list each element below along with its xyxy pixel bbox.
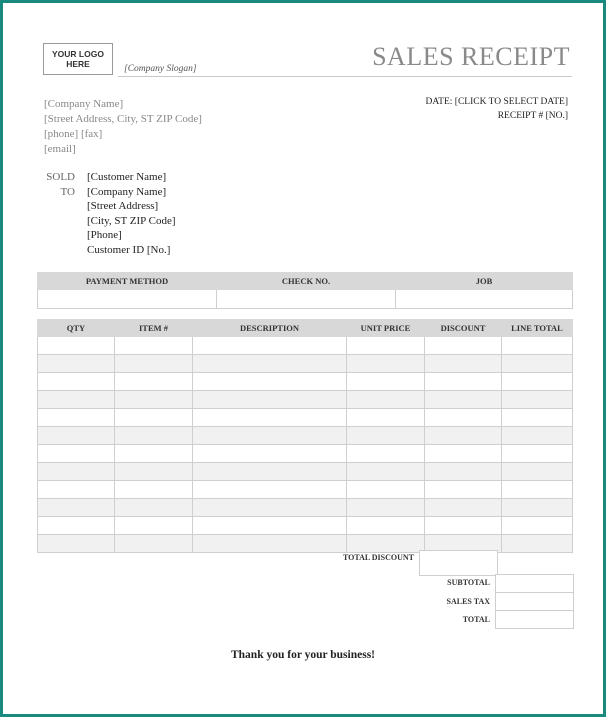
item-cell[interactable] — [502, 481, 573, 499]
item-cell[interactable] — [502, 409, 573, 427]
item-cell[interactable] — [425, 409, 502, 427]
item-cell[interactable] — [115, 445, 193, 463]
date-field[interactable]: DATE: [CLICK TO SELECT DATE] — [425, 97, 568, 107]
line-total-header: LINE TOTAL — [502, 320, 573, 337]
item-cell[interactable] — [38, 499, 115, 517]
company-address: [Street Address, City, ST ZIP Code] — [44, 113, 202, 125]
subtotal-cell[interactable] — [495, 574, 574, 593]
item-cell[interactable] — [425, 463, 502, 481]
table-row — [38, 373, 573, 391]
table-row — [38, 409, 573, 427]
item-cell[interactable] — [115, 337, 193, 355]
item-cell[interactable] — [347, 409, 425, 427]
item-cell[interactable] — [347, 535, 425, 553]
item-cell[interactable] — [502, 427, 573, 445]
customer-city: [City, ST ZIP Code] — [87, 214, 176, 227]
item-cell[interactable] — [38, 427, 115, 445]
title-divider — [118, 76, 572, 77]
item-cell[interactable] — [347, 499, 425, 517]
table-row — [38, 517, 573, 535]
item-cell[interactable] — [425, 499, 502, 517]
item-cell[interactable] — [502, 445, 573, 463]
item-cell[interactable] — [425, 373, 502, 391]
item-cell[interactable] — [502, 517, 573, 535]
item-cell[interactable] — [425, 427, 502, 445]
item-cell[interactable] — [502, 391, 573, 409]
customer-phone: [Phone] — [87, 229, 122, 241]
check-no-header: CHECK NO. — [217, 273, 396, 290]
item-cell[interactable] — [38, 391, 115, 409]
company-name: [Company Name] — [44, 98, 124, 110]
item-cell[interactable] — [502, 535, 573, 553]
item-cell[interactable] — [193, 427, 347, 445]
item-cell[interactable] — [347, 463, 425, 481]
sold-to-label: SOLD TO — [46, 171, 75, 198]
item-cell[interactable] — [502, 355, 573, 373]
item-cell[interactable] — [193, 409, 347, 427]
logo-placeholder: YOUR LOGO HERE — [43, 43, 113, 75]
item-cell[interactable] — [347, 391, 425, 409]
page-title: SALES RECEIPT — [372, 42, 570, 71]
item-cell[interactable] — [347, 445, 425, 463]
total-cell[interactable] — [495, 610, 574, 629]
total-discount-cell[interactable] — [419, 550, 498, 576]
job-cell[interactable] — [396, 290, 573, 309]
item-cell[interactable] — [115, 373, 193, 391]
unit-price-header: UNIT PRICE — [347, 320, 425, 337]
items-table — [37, 319, 573, 553]
item-cell[interactable] — [193, 499, 347, 517]
item-number-header: ITEM # — [115, 320, 193, 337]
item-cell[interactable] — [115, 355, 193, 373]
job-header: JOB — [396, 273, 573, 290]
item-cell[interactable] — [425, 445, 502, 463]
table-row — [38, 445, 573, 463]
table-row — [38, 427, 573, 445]
item-cell[interactable] — [502, 499, 573, 517]
item-cell[interactable] — [38, 355, 115, 373]
table-row — [38, 499, 573, 517]
description-header: DESCRIPTION — [193, 320, 347, 337]
item-cell[interactable] — [193, 373, 347, 391]
items-body — [38, 337, 573, 553]
item-cell[interactable] — [347, 481, 425, 499]
total-discount-label: TOTAL DISCOUNT — [342, 553, 414, 562]
sales-tax-cell[interactable] — [495, 592, 574, 611]
customer-id: Customer ID [No.] — [87, 243, 171, 256]
receipt-number: RECEIPT # [NO.] — [497, 111, 568, 121]
item-cell[interactable] — [193, 445, 347, 463]
payment-table — [37, 272, 573, 309]
item-cell[interactable] — [193, 481, 347, 499]
payment-method-header: PAYMENT METHOD — [38, 273, 217, 290]
subtotal-label: SUBTOTAL — [447, 578, 490, 587]
item-cell[interactable] — [347, 373, 425, 391]
item-cell[interactable] — [193, 535, 347, 553]
item-cell[interactable] — [115, 499, 193, 517]
item-cell[interactable] — [347, 427, 425, 445]
table-row — [38, 463, 573, 481]
item-cell[interactable] — [115, 517, 193, 535]
item-cell[interactable] — [115, 481, 193, 499]
item-cell[interactable] — [502, 373, 573, 391]
item-cell[interactable] — [347, 337, 425, 355]
table-row — [38, 337, 573, 355]
item-cell[interactable] — [38, 445, 115, 463]
table-row — [38, 355, 573, 373]
item-cell[interactable] — [193, 391, 347, 409]
qty-header: QTY — [38, 320, 115, 337]
check-no-cell[interactable] — [217, 290, 396, 309]
discount-header: DISCOUNT — [425, 320, 502, 337]
customer-info — [87, 170, 176, 257]
customer-company: [Company Name] — [87, 185, 167, 198]
item-cell[interactable] — [347, 355, 425, 373]
item-cell[interactable] — [115, 409, 193, 427]
thank-you-note: Thank you for your business! — [230, 649, 375, 661]
item-cell[interactable] — [425, 337, 502, 355]
item-cell[interactable] — [115, 463, 193, 481]
item-cell[interactable] — [425, 481, 502, 499]
table-row — [38, 391, 573, 409]
company-slogan: [Company Slogan] — [124, 64, 197, 74]
customer-street: [Street Address] — [87, 200, 159, 212]
item-cell[interactable] — [38, 535, 115, 553]
customer-name: [Customer Name] — [87, 171, 167, 183]
item-cell[interactable] — [425, 391, 502, 409]
company-info — [44, 97, 202, 157]
item-cell[interactable] — [193, 337, 347, 355]
total-label: TOTAL — [462, 615, 490, 624]
company-phone-fax: [phone] [fax] — [44, 128, 103, 140]
item-cell[interactable] — [425, 517, 502, 535]
item-cell[interactable] — [38, 481, 115, 499]
payment-method-cell[interactable] — [38, 290, 217, 309]
receipt-meta — [426, 95, 569, 123]
item-cell[interactable] — [502, 463, 573, 481]
item-cell[interactable] — [38, 373, 115, 391]
item-cell[interactable] — [193, 517, 347, 535]
sales-tax-label: SALES TAX — [446, 597, 490, 606]
item-cell[interactable] — [38, 409, 115, 427]
item-cell[interactable] — [193, 355, 347, 373]
item-cell[interactable] — [115, 427, 193, 445]
item-cell[interactable] — [425, 355, 502, 373]
item-cell[interactable] — [193, 463, 347, 481]
item-cell[interactable] — [115, 535, 193, 553]
item-cell[interactable] — [347, 517, 425, 535]
item-cell[interactable] — [502, 337, 573, 355]
item-cell[interactable] — [38, 337, 115, 355]
item-cell[interactable] — [115, 391, 193, 409]
item-cell[interactable] — [38, 517, 115, 535]
item-cell[interactable] — [38, 463, 115, 481]
company-email: [email] — [44, 143, 76, 155]
table-row — [38, 481, 573, 499]
